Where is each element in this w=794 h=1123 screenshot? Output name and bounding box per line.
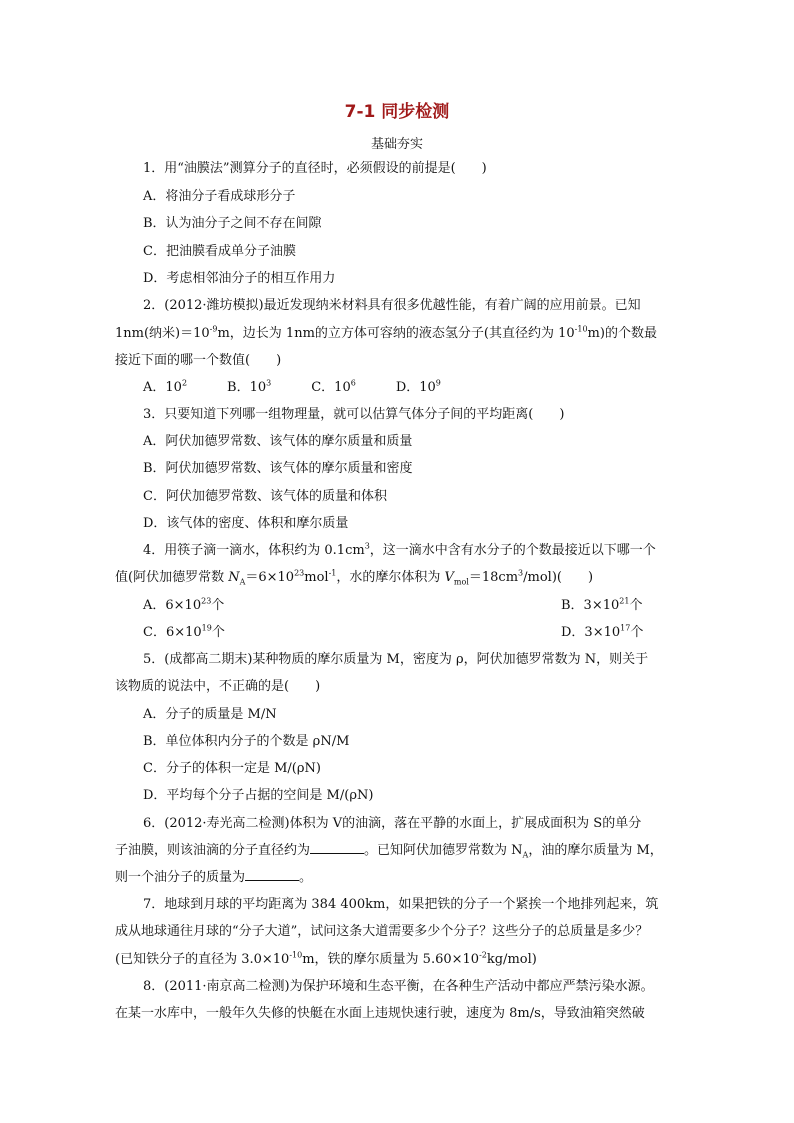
q8-line-1: 8．(2011·南京高二检测)为保护环境和生态平衡，在各种生产活动中都应严禁污染水源。 [143, 979, 654, 994]
q3-option-d: D．该气体的密度、体积和摩尔质量 [143, 516, 349, 531]
q2-line-1: 2．(2012·潍坊模拟)最近发现纳米材料具有很多优越性能，有着广阔的应用前景。已知 [143, 298, 641, 313]
q1-option-d: D．考虑相邻油分子的相互作用力 [143, 271, 336, 286]
q5-option-b: B．单位体积内分子的个数是 ρN/M [143, 734, 350, 749]
q2-option-b: B．$10^3$ [227, 378, 272, 395]
q1-option-a: A．将油分子看成球形分子 [143, 189, 296, 204]
q2-options [143, 380, 713, 396]
q4-option-c: C．$6\times 10^{19}$个 [143, 623, 225, 640]
section-heading: 基础夯实 [370, 137, 423, 152]
q8-line-2: 在某一水库中，一般年久失修的快艇在水面上违规快速行驶，速度为 8m/s，导致油箱突然破 [115, 1006, 645, 1021]
q1-option-b: B．认为油分子之间不存在间隙 [143, 216, 322, 231]
q5-line-1: 5．(成都高二期末)某种物质的摩尔质量为 M，密度为 ρ，阿伏加德罗常数为 N，则关于 [143, 652, 649, 667]
q4-option-b: B．$3\times 10^{21}$个 [561, 596, 643, 613]
q4-option-d: D．$3\times 10^{17}$个 [561, 623, 644, 640]
q2-option-c: C．$10^6$ [311, 378, 356, 395]
q5-option-c: C．分子的体积一定是 M/(ρN) [143, 761, 321, 776]
answer-blank [310, 843, 364, 854]
q2-option-a: A．$10^2$ [143, 378, 188, 395]
q1-stem: 1．用“油膜法”测算分子的直径时，必须假设的前提是( ) [143, 161, 487, 176]
q5-option-a: A．分子的质量是 M/N [143, 707, 277, 722]
q7-line-2: 成从地球通往月球的“分子大道”，试问这条大道需要多少个分子？这些分子的总质量是多少？ [115, 924, 649, 939]
q5-line-2: 该物质的说法中，不正确的是( ) [115, 679, 321, 694]
q2-line-3: 接近下面的哪一个数值( ) [115, 353, 282, 368]
q2-option-d: D．$10^9$ [395, 378, 441, 395]
q3-stem: 3．只要知道下列哪一组物理量，就可以估算气体分子间的平均距离( ) [143, 407, 565, 422]
q3-option-c: C．阿伏加德罗常数、该气体的质量和体积 [143, 489, 387, 504]
q3-option-b: B．阿伏加德罗常数、该气体的摩尔质量和密度 [143, 461, 413, 476]
q6-line-3: 则一个油分子的质量为 。 [115, 870, 313, 885]
q4-options-row-2 [143, 625, 713, 641]
q4-line-1: 4．用筷子滴一滴水，体积约为 $0.1cm^3$，这一滴水中含有水分子的个数最接近以下哪一个 [143, 541, 656, 558]
q6-line-2: 子油膜，则该油滴的分子直径约为 。已知阿伏加德罗常数为 $N_A$，油的摩尔质量为 M， [115, 843, 663, 860]
q3-option-a: A．阿伏加德罗常数、该气体的摩尔质量和质量 [143, 434, 413, 449]
answer-blank [245, 870, 299, 881]
q7-line-3: (已知铁分子的直径为 $3.0\times 10^{-10}m$，铁的摩尔质量为 $5.60\times 10^{-2}kg/mol$) [115, 950, 537, 967]
q7-line-1: 7．地球到月球的平均距离为 384 400km，如果把铁的分子一个紧挨一个地排列起来，筑 [143, 897, 659, 912]
q6-line-1: 6．(2012·寿光高二检测)体积为 V的油滴，落在平静的水面上，扩展成面积为 S的单分 [143, 816, 642, 831]
q2-line-2: 1nm(纳米)$=10^{-9}m$，边长为 1nm的立方体可容纳的液态氢分子(其直径约为 $10^{-10}m$)的个数最 [115, 324, 657, 341]
q4-line-2: 值(阿伏加德罗常数 $N_A=6\times 10^{23}mol^{-1}$，水的摩尔体积为 $V_{mol}=18cm^3/mol$)( ) [115, 568, 594, 587]
q4-option-a: A．$6\times 10^{23}$个 [143, 596, 225, 613]
q5-option-d: D．平均每个分子占据的空间是 M/(ρN) [143, 788, 374, 803]
q1-option-c: C．把油膜看成单分子油膜 [143, 244, 296, 259]
page-title: 7-1 同步检测 [344, 102, 450, 122]
q4-options-row-1 [143, 598, 713, 614]
